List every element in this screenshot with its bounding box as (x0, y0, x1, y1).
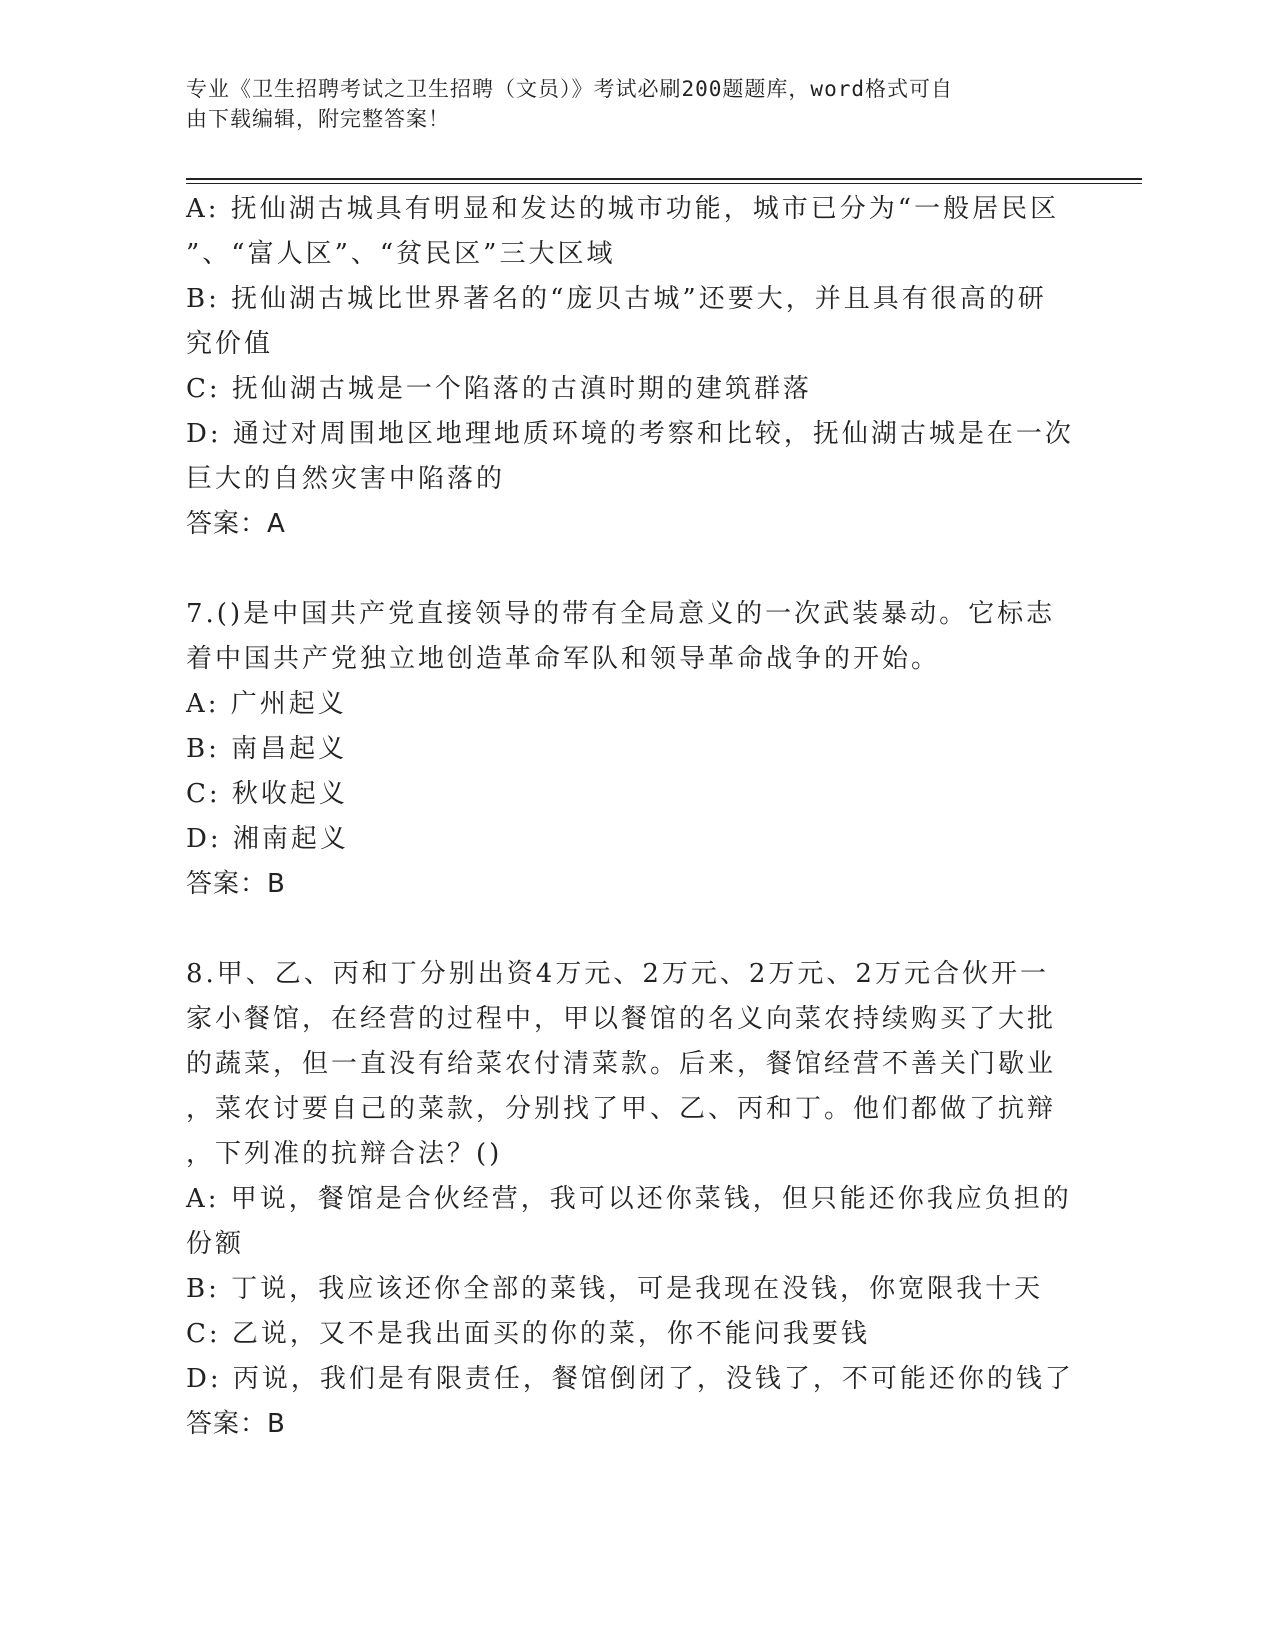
option-b-line-1: B: 抚仙湖古城比世界著名的“庞贝古城”还要大，并且具有很高的研 (186, 284, 1047, 314)
document-body (186, 187, 1086, 1447)
question-7-block (186, 592, 1086, 907)
answer-line: 答案：B (186, 1409, 286, 1439)
option-d: D: 湘南起义 (186, 824, 349, 854)
option-c: C: 抚仙湖古城是一个陷落的古滇时期的建筑群落 (186, 374, 812, 404)
option-d-line-2: 巨大的自然灾害中陷落的 (186, 464, 506, 494)
question-8-stem-line-5: ，下列准的抗辩合法？() (186, 1139, 503, 1169)
question-8-stem-line-3: 的蔬菜，但一直没有给菜农付清菜款。后来，餐馆经营不善关门歇业 (186, 1049, 1057, 1079)
spacer (186, 907, 1086, 952)
answer-line: 答案：A (186, 509, 286, 539)
question-7-stem-line-1: 7.()是中国共产党直接领导的带有全局意义的一次武装暴动。它标志 (186, 599, 1056, 629)
option-c: C: 乙说，又不是我出面买的你的菜，你不能问我要钱 (186, 1319, 870, 1349)
page-header (186, 74, 1066, 134)
question-8-stem-line-4: ，菜农讨要自己的菜款，分别找了甲、乙、丙和丁。他们都做了抗辩 (186, 1094, 1057, 1124)
option-a-line-1: A: 抚仙湖古城具有明显和发达的城市功能，城市已分为“一般居民区 (186, 194, 1060, 224)
option-c: C: 秋收起义 (186, 779, 348, 809)
option-a-line-1: A: 甲说，餐馆是合伙经营，我可以还你菜钱，但只能还你我应负担的 (186, 1184, 1072, 1214)
option-b: B: 南昌起义 (186, 734, 348, 764)
question-7-stem-line-2: 着中国共产党独立地创造革命军队和领导革命战争的开始。 (186, 644, 941, 674)
header-rule-thin (186, 183, 1142, 184)
header-rule-thick (186, 178, 1142, 180)
option-d-line-1: D: 通过对周围地区地理地质环境的考察和比较，抚仙湖古城是在一次 (186, 419, 1074, 449)
answer-line: 答案：B (186, 869, 286, 899)
option-a-line-2: ”、“富人区”、“贫民区”三大区域 (186, 239, 616, 269)
question-8-stem-line-2: 家小餐馆，在经营的过程中，甲以餐馆的名义向菜农持续购买了大批 (186, 1004, 1057, 1034)
option-d: D: 丙说，我们是有限责任，餐馆倒闭了，没钱了，不可能还你的钱了 (186, 1364, 1074, 1394)
option-a-line-2: 份额 (186, 1229, 245, 1259)
spacer (186, 547, 1086, 592)
question-8-block (186, 952, 1086, 1447)
option-b: B: 丁说，我应该还你全部的菜钱，可是我现在没钱，你宽限我十天 (186, 1274, 1044, 1304)
header-line-2: 由下载编辑，附完整答案！ (186, 107, 450, 131)
header-line-1: 专业《卫生招聘考试之卫生招聘（文员）》考试必刷200题题库，word格式可自 (186, 77, 953, 101)
prev-question-block (186, 187, 1086, 547)
question-8-stem-line-1: 8.甲、乙、丙和丁分别出资4万元、2万元、2万元、2万元合伙开一 (186, 959, 1049, 989)
option-a: A: 广州起义 (186, 689, 347, 719)
option-b-line-2: 究价值 (186, 329, 274, 359)
